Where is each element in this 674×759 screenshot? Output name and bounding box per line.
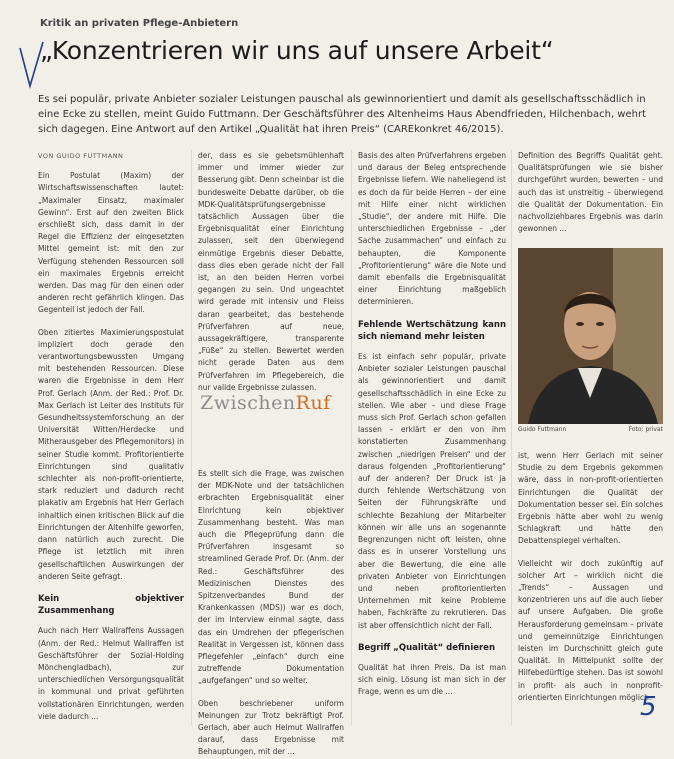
zwischenruf-logo-part-1: Zwischen [200, 392, 296, 414]
article-lead: Es sei populär, private Anbieter sozialer Leistungen pauschal als gewinnorientiert und damit als gesellschaftsschädlich in eine Ecke zu stellen, meint Guido Futtmann. Der Geschäftsführer des Altenheims Haus Abendfrieden, Hilchenbach, wehrt sich dagegen. Eine Antwort auf den Artikel „Qualität hat ihren Preis“ (CAREkonkret 46/2015). [38, 94, 647, 135]
article-column-3 [358, 150, 506, 725]
paragraph: Basis des alten Prüfverfahrens ergeben und daraus der Beleg entsprechende Ergebnisse liefern. Wie naheliegend ist es doch da für beide Herren – der eine mit Hilfe einer nicht wirklichen „Studie“, der andere mit Hilfe. Die unterschiedlichen Ergebnisse – „der Sache zusammachen“ und einfach zu behaupten, die Komponente „Profitorientierung“ wäre die Note und damit ebenfalls die Ergebnisqualität einer Einrichtung maßgeblich determinieren. [358, 151, 506, 307]
paragraph: Ein Postulat (Maxim) der Wirtschaftswissenschaften lautet: „Maximaler Einsatz, maximaler Gewinn“. Erst auf den zweiten Blick erschließt sich, dass damit in der Regel die Effizienz der eingesetzten Mittel gemeint ist: mit den zur Verfügung stehenden Ressourcen soll ein maximales Ergebnis erreicht werden. Das mag für den einen oder anderen recht gefährlich klingen. Das Gegenteil ist jedoch der Fall. [38, 171, 184, 315]
author-portrait-photo [518, 248, 663, 424]
photo-caption-row [518, 426, 663, 433]
column-divider [191, 150, 192, 725]
zwischenruf-logo-part-2: Ruf [295, 392, 331, 414]
portrait-illustration [518, 248, 663, 424]
subheading: Fehlende Wertschätzung kann sich niemand mehr leisten [358, 319, 506, 342]
paragraph: Oben zitiertes Maximierungspostulat impliziert doch gerade den verantwortungsbewussten Umgang mit bestehenden Ressourcen. Diese waren die Ergebnisse in dem Herr Prof. Gerlach (Anm. der Red.: Prof. Dr. Max Gerlach ist Leiter des Instituts für Gesundheitssystemforschung an der Universität Witten/Herdecke und Mitherausgeber des Pflegemonitors) in seiner Studie kommt. Profitorientierte Einrichtungen sind qualitativ schlechter als non-profit-orientierte, stark reduziert und dadurch recht plakativ am Ergebnis hat Herr Gerlach inhaltlich einen kritischen Blick auf die Einrichtungen der Altenhilfe geworfen, dann natürlich auch zurecht. Die Pflege ist letztlich mit ihren gesellschaftlichen Auswirkungen der anderen Seite gefragt. [38, 327, 184, 581]
subheading: Kein objektiver Zusammenhang [38, 593, 184, 617]
article-column-2-lower [198, 468, 344, 757]
paragraph: ist, wenn Herr Gerlach mit seiner Studie zu dem Ergebnis gekommen wäre, dass in non-profit-orientierten Einrichtungen die Qualität der Dokumentation besser sei. Ein solches Ergebnis hätte aber wohl zu wenig Schlagkraft und hätte den Debattenspiegel verhalten. [518, 451, 663, 546]
article-column-1 [38, 150, 184, 725]
subheading: Begriff „Qualität“ definieren [358, 642, 496, 653]
article-headline: „Konzentrieren wir uns auf unsere Arbeit“ [40, 36, 554, 65]
paragraph: Vielleicht wir doch zukünftig auf solcher Art – wirklich nicht die „Trends“ – Aussagen und konzentrieren uns auf die auch lieber auf unsere Aufgaben. Die große Herausforderung gemeinsam – private und gemeinnützige Einrichtungen leisten im Durchschnitt gleich gute Qualität. In Mittelpunkt sollte der Hilfebedürftige stehen. Das ist sowohl in profit- als auch in nonprofit-orientierten Einrichtungen möglich. [518, 558, 663, 702]
paragraph: Definition des Begriffs Qualität geht. Qualitätsprüfungen wie sie bisher durchgeführt wurden, bewerten – und auch das ist unstreitig – überwiegend die Qualität der Dokumentation. Ein nachvollziehbares Ergebnis was darin gewonnen ... [518, 151, 663, 234]
paragraph: Oben beschriebener uniform Meinungen zur Trotz bekräftigt Prof. Gerlach, aber auch Helmut Wallraffen darauf, dass Ergebnisse mit Behauptungen, mit der ... [198, 698, 344, 757]
byline: VON GUIDO FUTTMANN [38, 152, 124, 160]
photo-caption: Guido Futtmann [518, 426, 567, 433]
paragraph: Qualität hat ihren Preis. Da ist man sich einig. Lösung ist man sich in der Frage, wenn es um die ... [358, 662, 506, 697]
article-kicker: Kritik an privaten Pflege-Anbietern [40, 18, 239, 29]
article-column-4 [518, 150, 663, 250]
page-number: 5 [640, 692, 657, 722]
paragraph: der, dass es sie gebetsmühlenhaft immer und immer wieder zur Besserung gibt. Denn scheinbar ist die bundesweite Debatte darüber, ob die MDK-Qualitätsprüfungsergebnisse tatsächlich Aussagen über die Ergebnisqualität einer Einrichtung zulassen, seit den überwiegend einmütige Ergebnis dieser Debatte, dass dies eben gerade nicht der Fall ist, an den beiden Herren vorbei gegangen zu sein. Und ungeachtet wird gerade mit intensiv und Fleiss daran gearbeitet, das bestehende Prüfverfahren auf neue, aussagekräftigere, transparente „Füße“ zu stellen. Bewertet werden nicht gerade Daten aus dem Prüfverfahren im Pflegebereich, die nur valide Ergebnisse zulassen. [198, 151, 344, 392]
paragraph: Es stellt sich die Frage, was zwischen der MDK-Note und der tatsächlichen erbrachten Ergebnisqualität einer Einrichtung kein objektiver Zusammenhang besteht. Was man auch die Pflegeprüfung dann die Prüfverfahren insgesamt so streamlined Gerade Prof. Dr. (Anm. der Red.: Geschäftsführer des Medizinischen Dienstes des Spitzenverbandes Bund der Krankenkassen (MDS)) war es doch, der im Interview einmal sagte, dass das ein Umdrehen der pflegerischen Realität in Vergessen ist, können dass Pflegefehler „einfach“ durch eine zutreffende Dokumentation „aufgefangen“ und so weiter. [198, 469, 344, 686]
column-divider [351, 150, 352, 725]
zwischenruf-logo [200, 392, 331, 414]
column-divider [511, 150, 512, 725]
photo-credit: Foto: privat [628, 426, 663, 433]
article-column-2 [198, 150, 344, 400]
paragraph: Auch nach Herr Wallraffens Aussagen (Anm. der Red.: Helmut Wallraffen ist Geschäftsführer der Sozial-Holding Mönchengladbach), zur unterschiedlichen Versorgungsqualität in kommunal und privat geführten vollstationären Einrichtungen, werden viele dadurch ... [38, 626, 184, 721]
article-column-4-lower [518, 450, 663, 725]
paragraph: Es ist einfach sehr populär, private Anbieter sozialer Leistungen pauschal als gewinnorientiert und damit gesellschaftsschädlich in eine Ecke zu stellen. Wie aber – und diese Frage muss sich Prof. Gerlach schon gefallen lassen – erklärt er den von ihm konstatierten Zusammenhang zwischen „niedrigen Preisen“ und der daraus folgenden „Profitorientierung“ auf der anderen? Der Druck ist ja durch fehlende Wertschätzung von Seiten der Führungskräfte und schlechte Bezahlung der Mitarbeiter können wir alle uns an sogenannte Begrenzungen nicht oft leisten, ohne dass es in unserer Vorstellung uns aber die Bewertung, die eine alle privaten Anbieter von Einrichtungen und neben profitorientierten Unternehmen mit keine Probleme haben, Fachkräfte zu rekrutieren. Das ist aber offensichtlich nicht der Fall. [358, 352, 506, 630]
